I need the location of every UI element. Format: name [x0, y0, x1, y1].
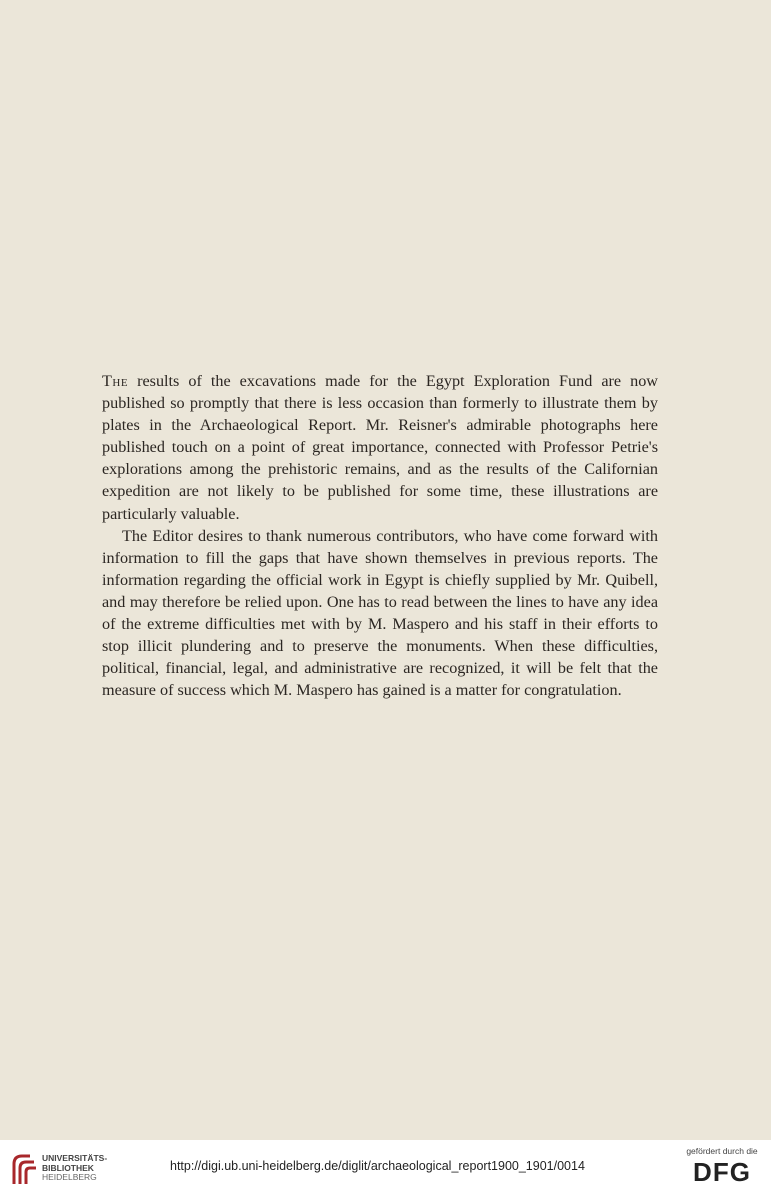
- body-text: [102, 370, 658, 701]
- funder-logo[interactable]: [681, 1146, 763, 1192]
- library-line-3: HEIDELBERG: [42, 1172, 97, 1182]
- funder-label: gefördert durch die: [686, 1146, 758, 1156]
- paragraph-2: The Editor desires to thank numerous contributors, who have come forward with information to fill the gaps that have shown themselves in previous reports. The information regarding the official work in Egypt is chiefly supplied by Mr. Quibell, and may therefore be relied upon. One has to read between the lines to have any idea of the extreme difficulties met with by M. Maspero and his staff in their efforts to stop illicit plundering and to preserve the monuments. When these difficulties, political, financial, legal, and administrative are recognized, it will be felt that the measure of success which M. Maspero has gained is a matter for congratulation.: [102, 526, 658, 700]
- library-seal-icon: [8, 1150, 38, 1188]
- library-logo[interactable]: [8, 1150, 148, 1188]
- paragraph-1: [102, 370, 658, 525]
- permalink-url[interactable]: http://digi.ub.uni-heidelberg.de/diglit/archaeological_report1900_1901/0014: [170, 1159, 585, 1173]
- paragraph-1-text: results of the excavations made for the Egypt Exploration Fund are now published so promptly that there is less occasion than formerly to illustrate them by plates in the Archaeological Report. Mr. Reisner's admirable photographs here published touch on a point of great importance, connected with Professor Petrie's explorations among the prehistoric remains, and as the results of the Californian expedition are not likely to be published for some time, these illustrations are particularly valuable.: [102, 372, 658, 523]
- dfg-logo-text: DFG: [693, 1157, 751, 1187]
- footer-bar: [0, 1140, 771, 1197]
- library-line-2: BIBLIOTHEK: [42, 1162, 94, 1173]
- library-line-1: UNIVERSITÄTS-: [42, 1153, 108, 1163]
- drop-lead-word: The: [102, 372, 129, 390]
- library-name: [42, 1154, 107, 1183]
